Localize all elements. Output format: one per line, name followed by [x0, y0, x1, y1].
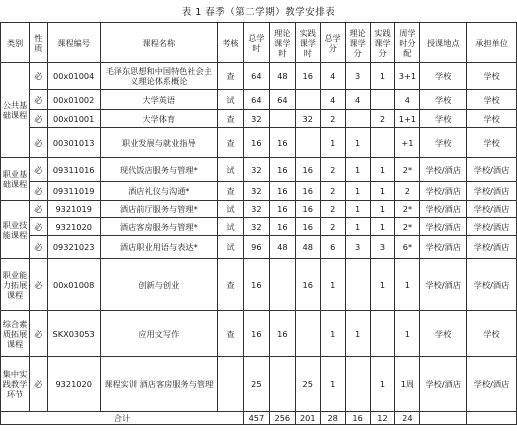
header-code: 课程编号 [47, 23, 100, 63]
total-hours: 32 [243, 201, 269, 218]
weekly-hours: 2* [395, 201, 420, 218]
teaching-location: 学校/酒店 [420, 182, 467, 201]
course-code: 00x01001 [47, 110, 100, 128]
total-hours: 96 [243, 236, 269, 259]
nature-cell: 必 [30, 259, 48, 311]
category-cell: 综合素质拓展课程 [1, 311, 30, 357]
course-name: 酒店前厅服务与管理* [100, 201, 217, 218]
weekly-hours: 1 [395, 311, 420, 357]
total-credits: 2 [320, 201, 345, 218]
table-row [1, 236, 517, 259]
assess-type: 试 [217, 158, 243, 182]
teaching-location: 学校 [420, 63, 467, 90]
total-hours: 16 [243, 128, 269, 158]
total-hours: 64 [243, 63, 269, 90]
responsible-unit: 学校/酒店 [467, 259, 517, 311]
category-cell: 集中实践教学环节 [1, 357, 30, 412]
table-title: 表 1 春季（第二学期）教学安排表 [181, 7, 336, 18]
practice-credits: 1 [370, 158, 395, 182]
category-cell: 职业基础课程 [1, 158, 30, 201]
practice-credits [370, 90, 395, 110]
theory-credits [345, 110, 370, 128]
course-name: 毛泽东思想和中国特色社会主义理论体系概论 [100, 63, 217, 90]
theory-hours: 16 [269, 201, 295, 218]
responsible-unit: 学校 [467, 90, 517, 110]
practice-credits: 1 [370, 182, 395, 201]
table-row [1, 128, 517, 158]
teaching-location: 学校 [420, 90, 467, 110]
practice-credits: 1 [370, 259, 395, 311]
responsible-unit: 学校/酒店 [467, 357, 517, 412]
responsible-unit: 学校 [467, 311, 517, 357]
header-theory-credits: 理论课学分 [345, 23, 370, 63]
table-row [1, 182, 517, 201]
header-practice-credits: 实践课学分 [370, 23, 395, 63]
total-practice-credits: 12 [370, 412, 395, 425]
teaching-location: 学校/酒店 [420, 201, 467, 218]
theory-hours [269, 357, 295, 412]
theory-credits: 4 [345, 90, 370, 110]
nature-cell: 必 [30, 128, 48, 158]
course-name: 大学英语 [100, 90, 217, 110]
assess-type: 试 [217, 201, 243, 218]
theory-credits: 1 [345, 311, 370, 357]
header-name: 课程名称 [100, 23, 217, 63]
nature-cell: 必 [30, 63, 48, 90]
theory-hours: 16 [269, 311, 295, 357]
course-name: 现代饭店服务与管理* [100, 158, 217, 182]
header-practice-hours: 实践课学时 [295, 23, 320, 63]
weekly-hours: 6* [395, 236, 420, 259]
nature-cell: 必 [30, 201, 48, 218]
assess-type: 试 [217, 90, 243, 110]
assess-type: 查 [217, 259, 243, 311]
total-hours: 16 [243, 311, 269, 357]
total-weekly-hours: 24 [395, 412, 420, 425]
practice-credits: 1 [370, 357, 395, 412]
theory-credits [345, 259, 370, 311]
course-name: 课程实训 酒店客房服务与管理 [100, 357, 217, 412]
teaching-location: 学校 [420, 110, 467, 128]
practice-credits: 2 [370, 110, 395, 128]
total-hours: 16 [243, 259, 269, 311]
total-theory-credits: 16 [345, 412, 370, 425]
category-cell: 职业能力拓展课程 [1, 259, 30, 311]
header-nature: 性质 [30, 23, 48, 63]
course-code: 00x01004 [47, 63, 100, 90]
category-cell: 职业技能课程 [1, 201, 30, 259]
theory-credits: 1 [345, 201, 370, 218]
theory-credits: 3 [345, 236, 370, 259]
course-code: 09321023 [47, 236, 100, 259]
course-code: 9321020 [47, 357, 100, 412]
nature-cell: 必 [30, 218, 48, 236]
header-theory-hours: 理论课学时 [269, 23, 295, 63]
nature-cell: 必 [30, 90, 48, 110]
total-row [1, 412, 517, 425]
practice-hours [295, 90, 320, 110]
responsible-unit: 学校/酒店 [467, 158, 517, 182]
teaching-location: 学校 [420, 128, 467, 158]
assess-type: 查 [217, 63, 243, 90]
table-row [1, 218, 517, 236]
total-total-hours: 457 [243, 412, 269, 425]
practice-hours [295, 128, 320, 158]
total-theory-hours: 256 [269, 412, 295, 425]
course-name: 酒店职业用语与表达* [100, 236, 217, 259]
theory-hours: 16 [269, 128, 295, 158]
responsible-unit: 学校 [467, 110, 517, 128]
theory-credits: 1 [345, 218, 370, 236]
assess-type: 查 [217, 182, 243, 201]
practice-hours [295, 311, 320, 357]
theory-credits: 3 [345, 63, 370, 90]
schedule-table [0, 22, 517, 425]
header-weekly-hours: 周学时分配 [395, 23, 420, 63]
total-credits: 2 [320, 182, 345, 201]
header-row [1, 23, 517, 63]
table-row [1, 311, 517, 357]
course-code: 00x01008 [47, 259, 100, 311]
weekly-hours: 2* [395, 158, 420, 182]
course-code: SKX03053 [47, 311, 100, 357]
assess-type: 查 [217, 128, 243, 158]
practice-credits [370, 128, 395, 158]
weekly-hours: 2 [395, 182, 420, 201]
total-credits: 2 [320, 158, 345, 182]
total-label: 合计 [1, 412, 244, 425]
practice-hours: 16 [295, 201, 320, 218]
practice-hours: 16 [295, 158, 320, 182]
practice-hours: 16 [295, 182, 320, 201]
theory-credits: 1 [345, 158, 370, 182]
total-total-credits: 28 [320, 412, 345, 425]
weekly-hours: 2* [395, 218, 420, 236]
table-row [1, 259, 517, 311]
total-credits: 1 [320, 259, 345, 311]
total-credits: 2 [320, 110, 345, 128]
weekly-hours: 1 [395, 259, 420, 311]
course-name: 创新与创业 [100, 259, 217, 311]
course-name: 酒店客房服务与管理* [100, 218, 217, 236]
theory-credits: 1 [345, 182, 370, 201]
total-credits: 2 [320, 218, 345, 236]
nature-cell: 必 [30, 158, 48, 182]
theory-hours [269, 259, 295, 311]
assess-type [217, 357, 243, 412]
total-practice-hours: 201 [295, 412, 320, 425]
practice-hours: 48 [295, 236, 320, 259]
total-hours: 32 [243, 182, 269, 201]
practice-hours: 32 [295, 110, 320, 128]
course-code: 09311019 [47, 182, 100, 201]
table-row [1, 158, 517, 182]
table-row [1, 357, 517, 412]
responsible-unit: 学校 [467, 128, 517, 158]
teaching-location: 学校/酒店 [420, 259, 467, 311]
total-credits: 1 [320, 128, 345, 158]
header-unit: 承担单位 [467, 23, 517, 63]
course-name: 应用文写作 [100, 311, 217, 357]
course-code: 00x01002 [47, 90, 100, 110]
nature-cell: 必 [30, 182, 48, 201]
total-hours: 32 [243, 158, 269, 182]
total-credits: 4 [320, 63, 345, 90]
theory-hours: 48 [269, 63, 295, 90]
weekly-hours: 4 [395, 90, 420, 110]
table-row [1, 110, 517, 128]
total-hours: 32 [243, 110, 269, 128]
theory-hours: 16 [269, 182, 295, 201]
theory-hours: 16 [269, 158, 295, 182]
practice-hours: 16 [295, 218, 320, 236]
theory-credits [345, 357, 370, 412]
total-hours: 64 [243, 90, 269, 110]
theory-hours: 64 [269, 90, 295, 110]
nature-cell: 必 [30, 357, 48, 412]
practice-hours: 16 [295, 259, 320, 311]
nature-cell: 必 [30, 236, 48, 259]
theory-hours: 16 [269, 218, 295, 236]
theory-hours: 48 [269, 236, 295, 259]
header-location: 授课地点 [420, 23, 467, 63]
course-name: 酒店礼仪与沟通* [100, 182, 217, 201]
responsible-unit: 学校/酒店 [467, 236, 517, 259]
header-assess: 考核 [217, 23, 243, 63]
table-row [1, 201, 517, 218]
course-code: 00301013 [47, 128, 100, 158]
header-total-hours: 总学时 [243, 23, 269, 63]
category-cell: 公共基础课程 [1, 63, 30, 158]
assess-type: 查 [217, 311, 243, 357]
weekly-hours: 1+1 [395, 110, 420, 128]
nature-cell: 必 [30, 110, 48, 128]
assess-type: 试 [217, 218, 243, 236]
responsible-unit: 学校 [467, 63, 517, 90]
total-credits: 4 [320, 90, 345, 110]
practice-credits: 1 [370, 63, 395, 90]
assess-type: 试 [217, 236, 243, 259]
total-location-empty [420, 412, 467, 425]
nature-cell: 必 [30, 311, 48, 357]
total-unit-empty [467, 412, 517, 425]
teaching-location: 学校/酒店 [420, 158, 467, 182]
total-hours: 32 [243, 218, 269, 236]
header-total-credits: 总学分 [320, 23, 345, 63]
practice-hours: 25 [295, 357, 320, 412]
responsible-unit: 学校/酒店 [467, 182, 517, 201]
responsible-unit: 学校/酒店 [467, 201, 517, 218]
teaching-location: 学校/酒店 [420, 236, 467, 259]
responsible-unit: 学校/酒店 [467, 218, 517, 236]
practice-hours: 16 [295, 63, 320, 90]
total-hours: 25 [243, 357, 269, 412]
course-code: 9321019 [47, 201, 100, 218]
theory-hours [269, 110, 295, 128]
teaching-location: 学校 [420, 311, 467, 357]
weekly-hours: 3+1 [395, 63, 420, 90]
weekly-hours: 1周 [395, 357, 420, 412]
table-row [1, 90, 517, 110]
practice-credits: 1 [370, 201, 395, 218]
course-name: 大学体育 [100, 110, 217, 128]
table-row [1, 63, 517, 90]
header-category: 类别 [1, 23, 30, 63]
teaching-location: 学校/酒店 [420, 357, 467, 412]
total-credits: 6 [320, 236, 345, 259]
practice-credits [370, 311, 395, 357]
practice-credits: 3 [370, 236, 395, 259]
assess-type: 查 [217, 110, 243, 128]
weekly-hours: +1 [395, 128, 420, 158]
teaching-location: 学校/酒店 [420, 218, 467, 236]
total-credits: 1 [320, 311, 345, 357]
course-name: 职业发展与就业指导 [100, 128, 217, 158]
theory-credits: 1 [345, 128, 370, 158]
total-credits: 1 [320, 357, 345, 412]
course-code: 9321020 [47, 218, 100, 236]
course-code: 09311016 [47, 158, 100, 182]
practice-credits: 1 [370, 218, 395, 236]
